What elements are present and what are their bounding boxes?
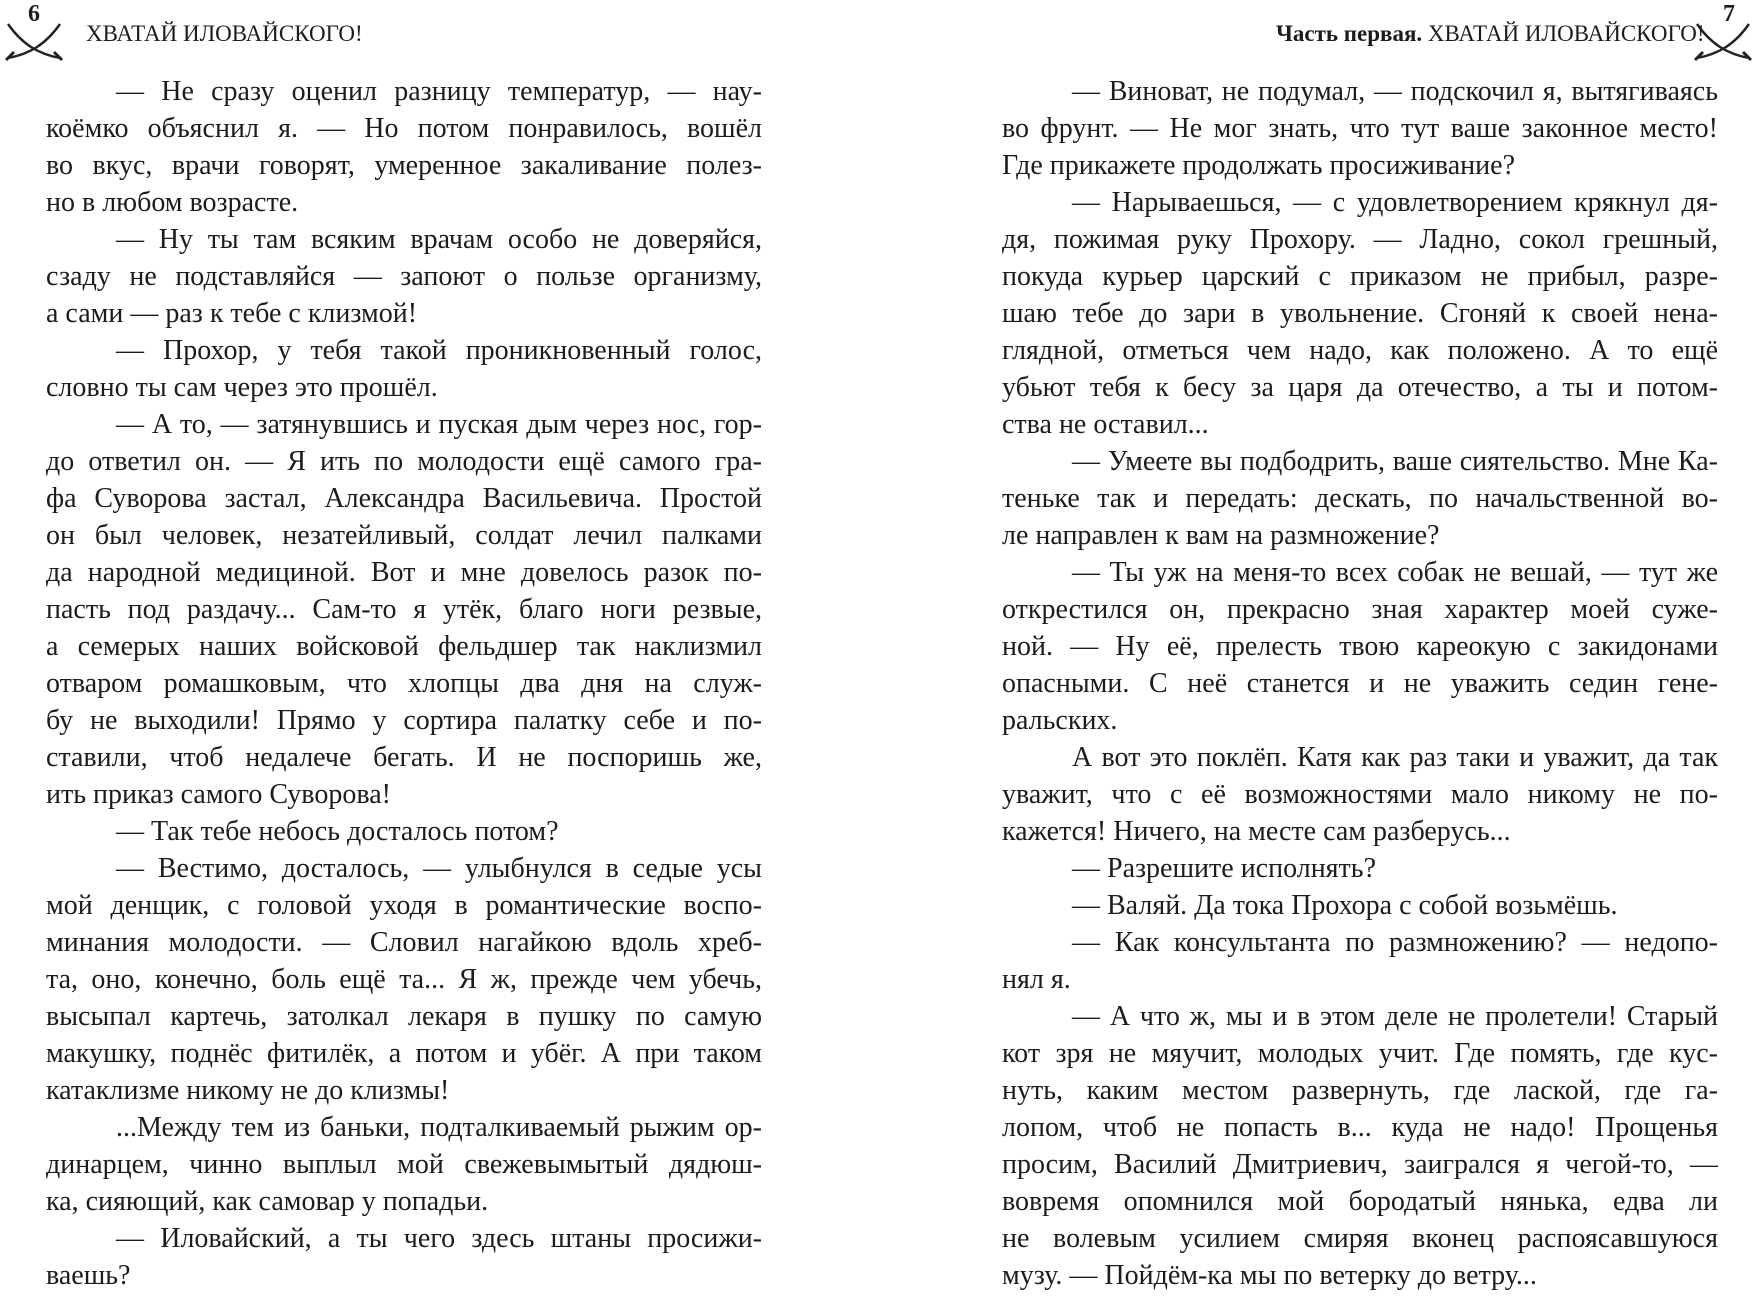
text-line: — Вестимо, досталось, — улыбнулся в седые усы [116, 853, 762, 884]
text-line: — А что ж, мы и в этом деле не пролетели! Старый [1072, 1001, 1718, 1032]
text-line: до ответил он. — Я ить по молодости ещё самого гра- [46, 446, 762, 477]
text-line: ле направлен к вам на размножение? [1002, 520, 1440, 551]
text-line: но в любом возрасте. [46, 187, 299, 218]
text-line: кажется! Ничего, на месте сам разберусь... [1002, 816, 1511, 847]
text-line: ральских. [1002, 705, 1118, 736]
text-line: — Валяй. Да тока Прохора с собой возьмёшь. [1072, 890, 1618, 921]
text-line: ваешь? [46, 1260, 131, 1291]
text-line: он был человек, незатейливый, солдат лечил палками [46, 520, 762, 551]
text-line: — Не сразу оценил разницу температур, — нау- [116, 76, 762, 107]
part-title: Часть первая. [1276, 21, 1423, 46]
text-line: — Так тебе небось досталось потом? [116, 816, 559, 847]
text-line: — Иловайский, а ты чего здесь штаны просижи- [116, 1223, 762, 1254]
text-line: покуда курьер царский с приказом не прибыл, разре- [1002, 261, 1718, 292]
text-line: ства не оставил... [1002, 409, 1209, 440]
text-line: опасными. С неё станется и не уважить седин гене- [1002, 668, 1718, 699]
text-line: высыпал картечь, затолкал лекаря в пушку по самую [46, 1001, 762, 1032]
text-line: нуть, каким местом развернуть, где лаской, где га- [1002, 1075, 1718, 1106]
text-line: музу. — Пойдём-ка мы по ветерку до ветру... [1002, 1260, 1537, 1291]
text-line: словно ты сам через это прошёл. [46, 372, 438, 403]
text-line: во вкус, врачи говорят, умеренное закаливание полез- [46, 150, 762, 181]
text-line: во фрунт. — Не мог знать, что тут ваше законное место! [1002, 113, 1718, 144]
text-line: убьют тебя к бесу за царя да отечество, а ты и потом- [1002, 372, 1718, 403]
text-line: уважит, что с её возможностями мало никому не по- [1002, 779, 1718, 810]
text-line: глядной, отметься чем надо, как положено. А то ещё [1002, 335, 1718, 366]
text-line: — Разрешите исполнять? [1072, 853, 1376, 884]
text-line: дя, пожимая руку Прохору. — Ладно, сокол грешный, [1002, 224, 1718, 255]
text-line: не волевым усилием смиряя вконец распоясавшуюся [1002, 1223, 1718, 1254]
book-title: ХВАТАЙ ИЛОВАЙСКОГО! [1422, 21, 1705, 46]
running-header [1276, 20, 1705, 48]
text-line: сзаду не подставляйся — запоют о пользе организму, [46, 261, 762, 292]
text-column [46, 73, 762, 1294]
text-line: макушку, поднёс фитилёк, а потом и убёг. А при таком [46, 1038, 762, 1069]
text-column [1002, 73, 1718, 1294]
text-line: фа Суворова застал, Александра Васильевича. Простой [46, 483, 762, 514]
text-line: ка, сияющий, как самовар у попадьи. [46, 1186, 489, 1217]
right-page [880, 0, 1760, 1304]
text-line: та, оно, конечно, боль ещё та... Я ж, прежде чем убечь, [46, 964, 762, 995]
text-line: — Как консультанта по размножению? — недопо- [1072, 927, 1718, 958]
text-line: кот зря не мяучит, молодых учит. Где помять, где кус- [1002, 1038, 1718, 1069]
text-line: — Нарываешься, — с удовлетворением крякнул дя- [1072, 187, 1718, 218]
text-line: ставили, чтоб недалече бегать. И не поспоришь же, [46, 742, 762, 773]
text-line: шаю тебе до зари в увольнение. Сгоняй к своей нена- [1002, 298, 1718, 329]
text-line: пасть под раздачу... Сам-то я утёк, благо ноги резвые, [46, 594, 762, 625]
running-header: ХВАТАЙ ИЛОВАЙСКОГО! [86, 21, 363, 46]
text-line: динарцем, чинно выплыл мой свежевымытый дядюш- [46, 1149, 762, 1180]
text-line: ной. — Ну её, прелесть твою кареокую с закидонами [1002, 631, 1718, 662]
page-number: 7 [1723, 1, 1735, 27]
text-line: лопом, чтоб не попасть в... куда не надо! Прощенья [1002, 1112, 1718, 1143]
text-line: ить приказ самого Суворова! [46, 779, 391, 810]
crossed-sabres-icon [4, 10, 64, 66]
text-line: Где прикажете продолжать просиживание? [1002, 150, 1516, 181]
text-line: да народной медициной. Вот и мне довелось разок по- [46, 557, 762, 588]
text-line: — Умеете вы подбодрить, ваше сиятельство. Мне Ка- [1072, 446, 1718, 477]
text-line: открестился он, прекрасно зная характер моей суже- [1002, 594, 1718, 625]
text-line: — А то, — затянувшись и пуская дым через нос, гор- [116, 409, 762, 440]
text-line: мой денщик, с головой уходя в романтические воспо- [46, 890, 762, 921]
text-line: теньке так и передать: дескать, по начальственной во- [1002, 483, 1718, 514]
text-line: просим, Василий Дмитриевич, заигрался я чегой-то, — [1002, 1149, 1718, 1180]
text-line: а семерых наших войсковой фельдшер так наклизмил [46, 631, 762, 662]
text-line: А вот это поклёп. Катя как раз таки и уважит, да так [1072, 742, 1718, 773]
text-line: — Виноват, не подумал, — подскочил я, вытягиваясь [1072, 76, 1718, 107]
text-line: катаклизме никому не до клизмы! [46, 1075, 450, 1106]
page-number: 6 [28, 1, 40, 27]
text-line: — Прохор, у тебя такой проникновенный голос, [116, 335, 762, 366]
text-line: коёмко объяснил я. — Но потом понравилось, вошёл [46, 113, 762, 144]
text-line: а сами — раз к тебе с клизмой! [46, 298, 418, 329]
text-line: отваром ромашковым, что хлопцы два дня на служ- [46, 668, 762, 699]
text-line: — Ну ты там всяким врачам особо не доверяйся, [116, 224, 762, 255]
text-line: нял я. [1002, 964, 1071, 995]
text-line: — Ты уж на меня-то всех собак не вешай, — тут же [1072, 557, 1718, 588]
text-line: бу не выходили! Прямо у сортира палатку себе и по- [46, 705, 762, 736]
text-line: ...Между тем из баньки, подталкиваемый рыжим ор- [116, 1112, 762, 1143]
text-line: вовремя опомнился мой бородатый нянька, едва ли [1002, 1186, 1718, 1217]
text-line: минания молодости. — Словил нагайкою вдоль хреб- [46, 927, 762, 958]
